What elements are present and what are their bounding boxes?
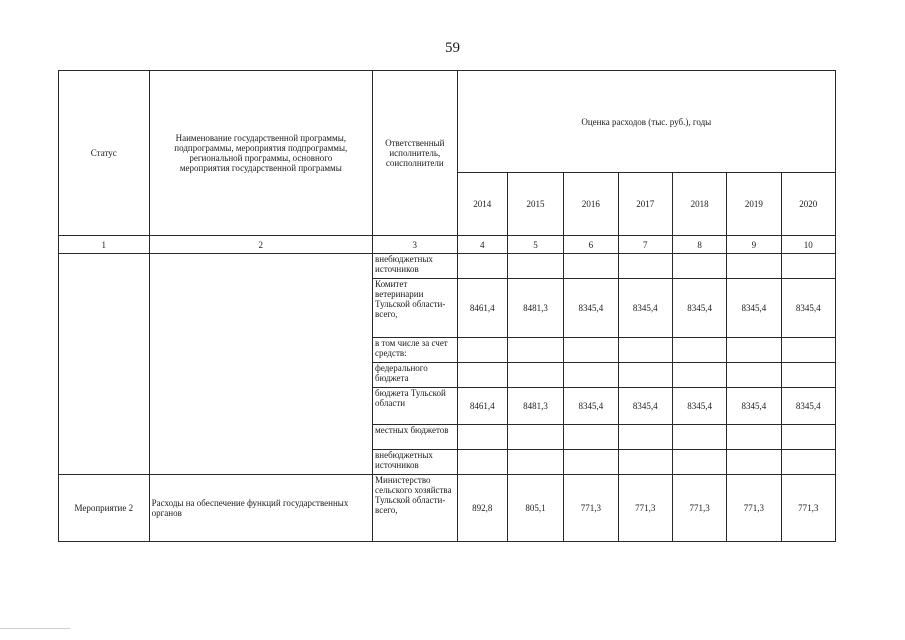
value-cell [564,450,618,475]
value-cell [727,362,781,387]
column-number: 3 [373,235,458,254]
header-responsible: Ответственный исполнитель, соисполнители [373,71,458,236]
column-number: 10 [781,235,835,254]
value-cell [781,254,835,279]
value-cell [727,254,781,279]
header-name: Наименование государственной программы, подпрограммы, мероприятия подпрограммы, региональной программы, основного мероприятия государственной программы [149,71,372,236]
row-label: бюджета Тульской области [373,387,458,425]
column-number: 6 [564,235,618,254]
value-cell [672,425,726,450]
value-cell [618,362,672,387]
value-cell [727,337,781,362]
column-number: 7 [618,235,672,254]
value-cell: 771,3 [781,475,835,542]
value-cell [564,362,618,387]
value-cell [781,450,835,475]
value-cell [618,425,672,450]
table-row [59,475,836,542]
value-cell [507,362,563,387]
value-cell [507,425,563,450]
row-label: в том числе за счет средств: [373,337,458,362]
measure-name: Расходы на обеспечение функций государственных органов [149,475,372,542]
value-cell [781,337,835,362]
scan-artifact-line [0,628,70,629]
year-2015: 2015 [507,173,563,236]
value-cell: 771,3 [672,475,726,542]
column-number: 2 [149,235,372,254]
value-cell [727,425,781,450]
value-cell [618,254,672,279]
year-2018: 2018 [672,173,726,236]
value-cell: 8345,4 [781,279,835,337]
row-label: федерального бюджета [373,362,458,387]
year-2019: 2019 [727,173,781,236]
value-cell: 771,3 [618,475,672,542]
year-2017: 2017 [618,173,672,236]
name-cell-empty [149,254,372,475]
value-cell [457,362,507,387]
year-2016: 2016 [564,173,618,236]
column-number: 5 [507,235,563,254]
value-cell [564,337,618,362]
value-cell [457,337,507,362]
row-label: Комитет ветеринарии Тульской области- всего, [373,279,458,337]
value-cell [457,425,507,450]
header-estimate: Оценка расходов (тыс. руб.), годы [457,71,835,173]
column-number: 1 [59,235,150,254]
value-cell: 8481,3 [507,387,563,425]
row-label: внебюджетных источников [373,254,458,279]
value-cell: 8345,4 [618,279,672,337]
value-cell: 8345,4 [727,279,781,337]
measure-status: Мероприятие 2 [59,475,150,542]
value-cell: 805,1 [507,475,563,542]
value-cell [672,254,726,279]
value-cell: 8345,4 [727,387,781,425]
value-cell: 771,3 [727,475,781,542]
value-cell: 8345,4 [672,279,726,337]
year-2020: 2020 [781,173,835,236]
value-cell: 8345,4 [564,387,618,425]
column-number: 9 [727,235,781,254]
value-cell: 8461,4 [457,387,507,425]
status-cell-empty [59,254,150,475]
value-cell [507,254,563,279]
value-cell: 8345,4 [618,387,672,425]
value-cell [672,362,726,387]
row-label: внебюджетных источников [373,450,458,475]
value-cell [672,450,726,475]
value-cell [564,254,618,279]
value-cell [618,337,672,362]
value-cell: 771,3 [564,475,618,542]
expenditure-table [58,70,836,542]
value-cell: 8345,4 [672,387,726,425]
value-cell: 8481,3 [507,279,563,337]
value-cell: 892,8 [457,475,507,542]
value-cell [727,450,781,475]
header-status: Статус [59,71,150,236]
column-number: 4 [457,235,507,254]
value-cell [672,337,726,362]
row-label: местных бюджетов [373,425,458,450]
page-number: 59 [445,40,460,56]
column-number: 8 [672,235,726,254]
value-cell [781,425,835,450]
value-cell: 8345,4 [564,279,618,337]
value-cell [781,362,835,387]
value-cell: 8345,4 [781,387,835,425]
measure-responsible: Министерство сельского хозяйства Тульской области- всего, [373,475,458,542]
year-2014: 2014 [457,173,507,236]
value-cell [507,337,563,362]
value-cell [618,450,672,475]
table-row [59,254,836,279]
value-cell [564,425,618,450]
value-cell [457,450,507,475]
value-cell: 8461,4 [457,279,507,337]
value-cell [457,254,507,279]
value-cell [507,450,563,475]
